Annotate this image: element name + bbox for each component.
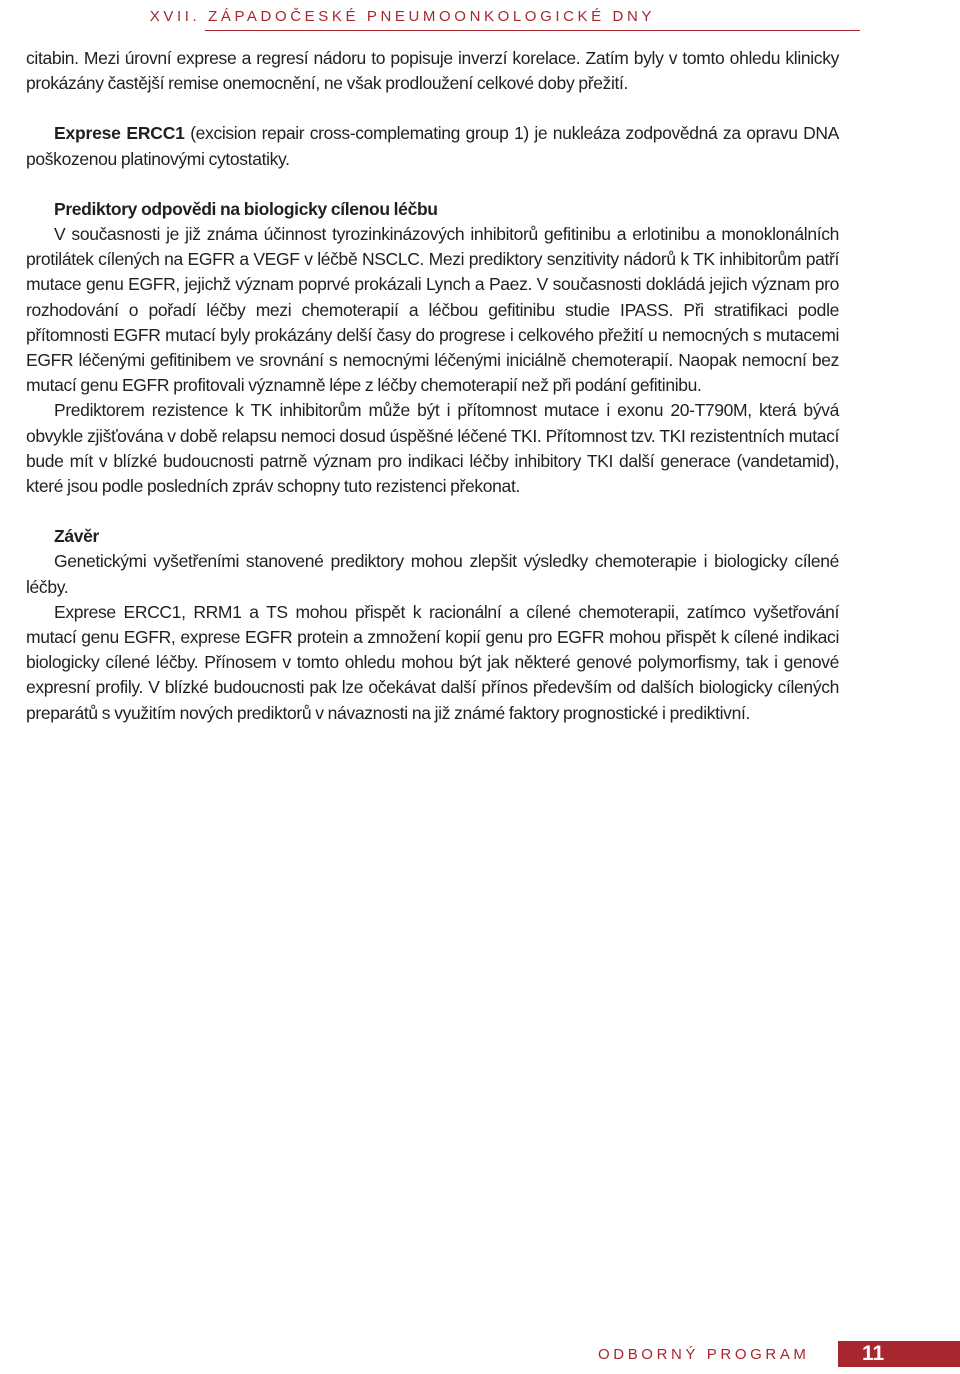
running-header — [0, 8, 860, 32]
footer-section-label: ODBORNÝ PROGRAM — [598, 1346, 810, 1363]
section-heading-predictors: Prediktory odpovědi na biologicky cílenou léčbu — [54, 198, 438, 219]
paragraph-conclusion-1: Genetickými vyšetřeními stanovené prediktory mohou zlepšit výsledky chemoterapie i biologicky cílené léčby. — [26, 551, 839, 597]
page-number: 11 — [862, 1342, 885, 1365]
paragraph-predictors: V současnosti je již známa účinnost tyrozinkinázových inhibitorů gefitinibu a erlotinibu a monoklonálních protilátek cílených na EGFR a VEGF v léčbě NSCLC. Mezi prediktory senzitivity nádorů k TK inhibitorům patří mutace genu EGFR, jejichž význam poprvé prokázali Lynch a Paez. V současnosti dokládá jejich význam pro rozhodování o pořadí léčby mezi chemoterapií a léčbou gefitinibu studie IPASS. Při stratifikaci podle přítomnosti EGFR mutací byly prokázány delší časy do progrese i celkového přežití u nemocných s mutacemi EGFR léčenými gefitinibem ve srovnání s nemocnými léčenými iniciálně chemoterapií. Naopak nemocní bez mutací genu EGFR profitovali významně lépe z léčby chemoterapií než při podání gefitinibu. — [26, 224, 839, 396]
paragraph-ercc1-lead: Exprese ERCC1 — [54, 123, 185, 144]
header-title: XVII. ZÁPADOČESKÉ PNEUMOONKOLOGICKÉ DNY — [149, 8, 655, 25]
page-number-box — [838, 1341, 960, 1367]
paragraph-conclusion-2: Exprese ERCC1, RRM1 a TS mohou přispět k racionální a cílené chemoterapii, zatímco vyšetřování mutací genu EGFR, exprese EGFR protein a zmnožení kopií genu pro EGFR mohou přispět k cílené indikaci biologicky cílené léčby. Přínosem v tomto ohledu mohou být jak některé genové polymorfismy, tak i genové expresní profily. V blízké budoucnosti pak lze očekávat další přínos především od dalších biologicky cílených preparátů s využitím nových prediktorů v návaznosti na již známé faktory prognostické i prediktivní. — [26, 601, 839, 723]
paragraph-continuation: citabin. Mezi úrovní exprese a regresí nádoru to popisuje inverzí korelace. Zatím byly v tomto ohledu klinicky prokázány častější remise onemocnění, ne však prodloužení celkové doby přežití. — [26, 48, 839, 94]
paragraph-resistance: Prediktorem rezistence k TK inhibitorům může být i přítomnost mutace i exonu 20-T790M, která bývá obvykle zjišťována v době relapsu nemoci dosud úspěšné léčené TKI. Přítomnost tzv. TKI rezistentních mutací bude mít v blízké budoucnosti patrně význam pro indikaci léčby inhibitory TKI další generace (vandetamid), které jsou podle posledních zpráv schopny tuto rezistenci překonat. — [26, 400, 839, 497]
paragraph-ercc1 — [26, 121, 839, 171]
header-rule — [205, 30, 860, 31]
body-text — [26, 46, 839, 726]
paragraph-ercc1-text: (excision repair cross-complemating group 1) je nukleáza zodpovědná za opravu DNA poškozenou platinovými cytostatiky. — [26, 123, 840, 169]
section-heading-conclusion: Závěr — [54, 526, 99, 547]
